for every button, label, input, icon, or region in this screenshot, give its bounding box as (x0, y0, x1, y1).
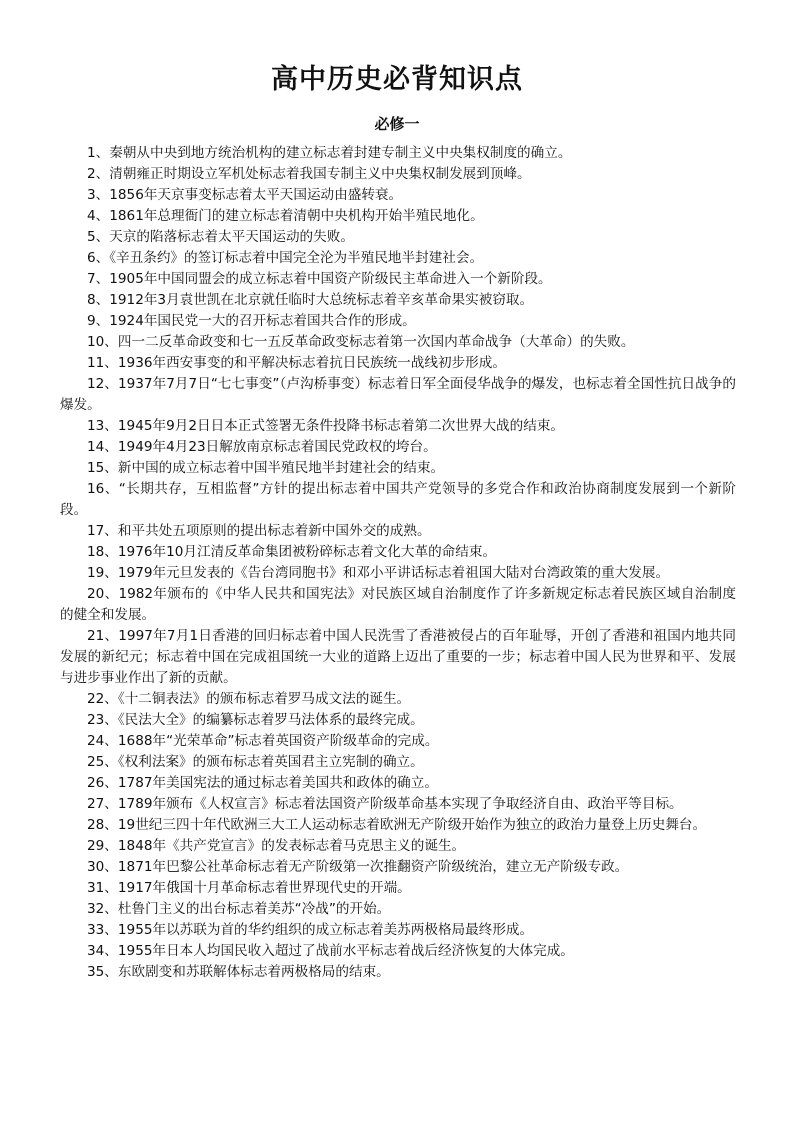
list-item: 23、《民法大全》的编纂标志着罗马法体系的最终完成。 (87, 712, 424, 728)
list-item: 20、1982年颁布的《中华人民共和国宪法》对民族区域自治制度作了许多新规定标志着民族区域自治制度的健全和发展。 (60, 586, 736, 623)
list-item: 10、四一二反革命政变和七一五反革命政变标志着第一次国内革命战争（大革命）的失败。 (87, 334, 635, 350)
list-item: 11、1936年西安事变的和平解决标志着抗日民族统一战线初步形成。 (87, 355, 506, 371)
section-title: 必修一 (374, 115, 420, 133)
list-item: 5、天京的陷落标志着太平天国运动的失败。 (87, 229, 354, 245)
list-item: 30、1871年巴黎公社革命标志着无产阶级第一次推翻资产阶级统治，建立无产阶级专政。 (87, 859, 629, 875)
list-item: 34、1955年日本人均国民收入超过了战前水平标志着战后经济恢复的大体完成。 (87, 943, 574, 959)
list-item: 19、1979年元旦发表的《告台湾同胞书》和邓小平讲话标志着祖国大陆对台湾政策的重大发展。 (87, 565, 670, 581)
list-item: 35、东欧剧变和苏联解体标志着两极格局的结束。 (87, 964, 390, 980)
list-item: 16、“长期共存，互相监督”方针的提出标志着中国共产党领导的多党合作和政治协商制度发展到一个新阶段。 (60, 481, 736, 518)
knowledge-list (60, 143, 736, 983)
list-item: 15、新中国的成立标志着中国半殖民地半封建社会的结束。 (87, 460, 445, 476)
list-item: 25、《权利法案》的颁布标志着英国君主立宪制的确立。 (87, 754, 424, 770)
list-item: 18、1976年10月江清反革命集团被粉碎标志着文化大革的命结束。 (87, 544, 497, 560)
list-item: 22、《十二铜表法》的颁布标志着罗马成文法的诞生。 (87, 691, 411, 707)
list-item: 31、1917年俄国十月革命标志着世界现代史的开端。 (87, 880, 411, 896)
list-item: 26、1787年美国宪法的通过标志着美国共和政体的确立。 (87, 775, 438, 791)
list-item: 9、1924年国民党一大的召开标志着国共合作的形成。 (87, 313, 416, 329)
list-item: 14、1949年4月23日解放南京标志着国民党政权的垮台。 (87, 439, 437, 455)
list-item: 27、1789年颁布《人权宣言》标志着法国资产阶级革命基本实现了争取经济自由、政治平等目标。 (87, 796, 683, 812)
list-item: 24、1688年“光荣革命”标志着英国资产阶级革命的完成。 (87, 733, 439, 749)
list-item: 29、1848年《共产党宣言》的发表标志着马克思主义的诞生。 (87, 838, 466, 854)
list-item: 13、1945年9月2日日本正式签署无条件投降书标志着第二次世界大战的结束。 (87, 418, 565, 434)
list-item: 7、1905年中国同盟会的成立标志着中国资产阶级民主革命进入一个新阶段。 (87, 271, 552, 287)
list-item: 28、19世纪三四十年代欧洲三大工人运动标志着欧洲无产阶级开始作为独立的政治力量登上历史舞台。 (87, 817, 707, 833)
list-item: 17、和平共处五项原则的提出标志着新中国外交的成熟。 (87, 523, 431, 539)
list-item: 4、1861年总理衙门的建立标志着清朝中央机构开始半殖民地化。 (87, 208, 484, 224)
list-item: 6、《辛丑条约》的签订标志着中国完全沦为半殖民地半封建社会。 (87, 250, 484, 266)
list-item: 8、1912年3月袁世凯在北京就任临时大总统标志着辛亥革命果实被窃取。 (87, 292, 534, 308)
list-item: 2、清朝雍正时期设立军机处标志着我国专制主义中央集权制发展到顶峰。 (87, 166, 531, 182)
list-item: 33、1955年以苏联为首的华约组织的成立标志着美苏两极格局最终形成。 (87, 922, 534, 938)
list-item: 32、杜鲁门主义的出台标志着美苏“冷战”的开始。 (87, 901, 391, 917)
list-item: 1、秦朝从中央到地方统治机构的建立标志着封建专制主义中央集权制度的确立。 (87, 145, 572, 161)
list-item: 12、1937年7月7日“七七事变”（卢沟桥事变）标志着日军全面侵华战争的爆发，也标志着全国性抗日战争的爆发。 (60, 376, 736, 413)
list-item: 3、1856年天京事变标志着太平天国运动由盛转衰。 (87, 187, 403, 203)
list-item: 21、1997年7月1日香港的回归标志着中国人民洗雪了香港被侵占的百年耻辱，开创了香港和祖国内地共同发展的新纪元；标志着中国在完成祖国统一大业的道路上迈出了重要的一步；标志着中国人民为世界和平、发展与进步事业作出了新的贡献。 (60, 628, 736, 686)
page-title: 高中历史必背知识点 (271, 64, 523, 95)
